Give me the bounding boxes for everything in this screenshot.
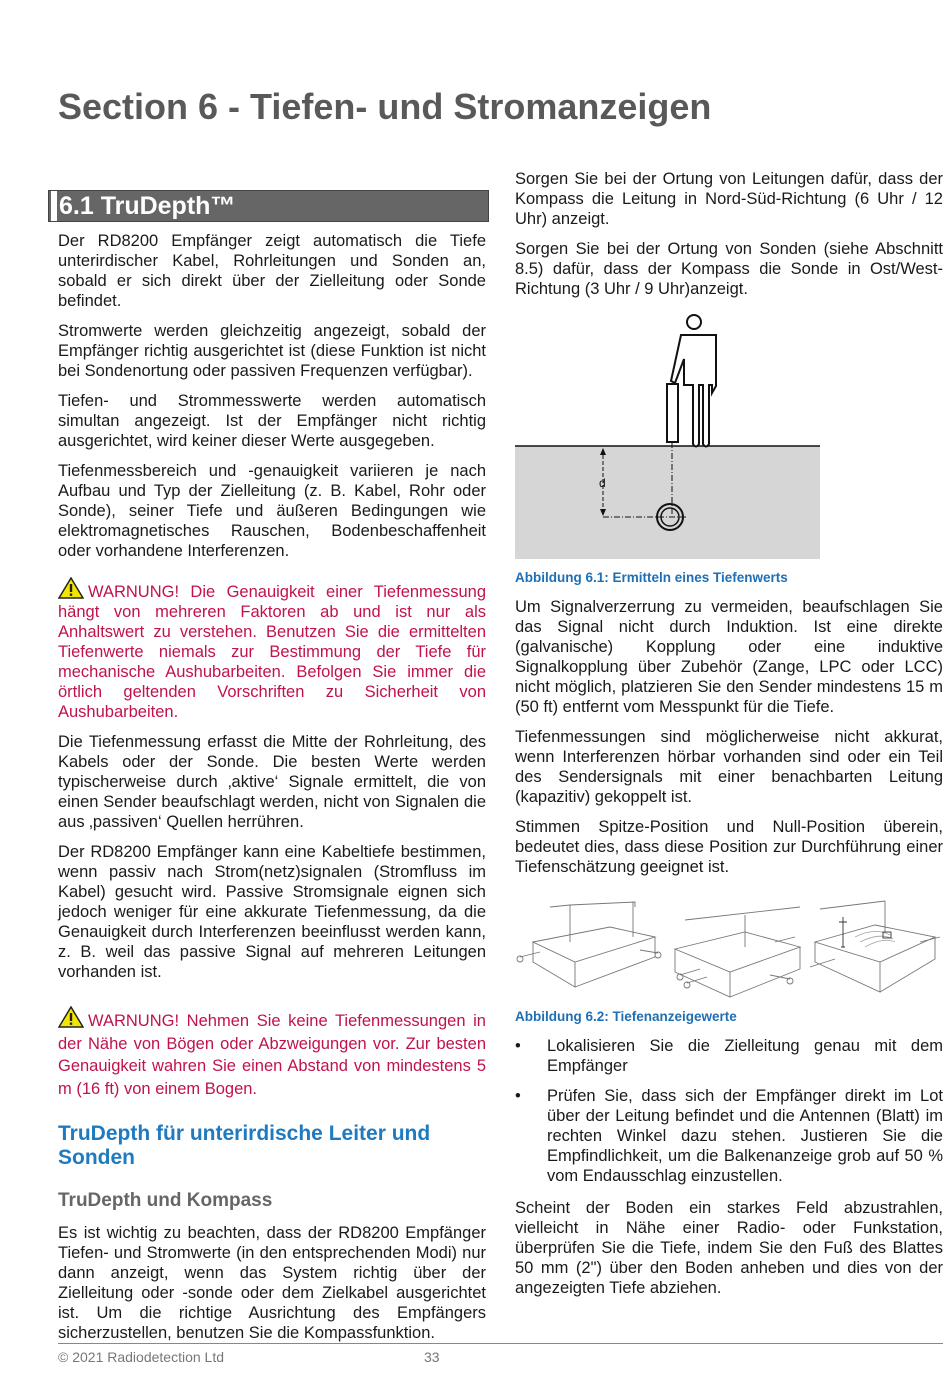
left-column xyxy=(58,231,486,1353)
bullet-icon: • xyxy=(515,1037,521,1055)
paragraph: Tiefenmessbereich und -genauigkeit variieren je nach Aufbau und Typ der Zielleitung (z. B. Kabel, Rohr oder Sonde), seiner Tiefe und äußeren Bedingungen wie elektromagnetisches Rauschen, Bodenbeschaffenheit oder vorhandene Interferenzen. xyxy=(58,462,486,560)
page-title: Section 6 - Tiefen- und Stromanzeigen xyxy=(58,86,712,127)
list-item-text: Lokalisieren Sie die Zielleitung genau mit dem Empfänger xyxy=(547,1037,943,1075)
subsubsection-heading: TruDepth und Kompass xyxy=(58,1190,273,1211)
list-item xyxy=(515,1086,943,1186)
heading-accent-bar xyxy=(51,191,57,221)
warning-1 xyxy=(58,577,486,722)
footer-copyright: © 2021 Radiodetection Ltd xyxy=(58,1349,224,1365)
paragraph: Um Signalverzerrung zu vermeiden, beaufschlagen Sie das Signal nicht durch Induktion. Ist eine direkte (galvanische) Kopplung oder eine induktive Signalkopplung über Zubehör (Zange, LPC oder LCC) nicht möglich, platzieren Sie den Sender mindestens 15 m (50 ft) entfernt vom Messpunkt für die Tiefe. xyxy=(515,598,943,716)
paragraph: Sorgen Sie bei der Ortung von Sonden (siehe Abschnitt 8.5) dafür, dass der Kompass die Sonde in Ost/West-Richtung (3 Uhr / 9 Uhr)anzeigt. xyxy=(515,240,943,298)
warning-triangle-icon xyxy=(58,577,84,599)
section-heading: 6.1 TruDepth™ xyxy=(59,192,236,220)
paragraph: Scheint der Boden ein starkes Feld abzustrahlen, vielleicht in Nähe einer Radio- oder Funkstation, überprüfen Sie die Tiefe, indem Sie den Fuß des Blattes 50 mm (2") über den Boden anheben und dies von der angezeigten Tiefe abziehen. xyxy=(515,1199,943,1297)
warning-text: WARNUNG! Die Genauigkeit einer Tiefenmessung hängt von mehreren Faktoren ab und ist nur als Anhaltswert zu verstehen. Benutzen Sie die ermittelten Tiefenwerte niemals zur Bestimmung der Tiefe für mechanische Aushubarbeiten. Befolgen Sie immer die örtlich geltenden Vorschriften zu Sicherheit von Aushubarbeiten. xyxy=(58,583,486,721)
paragraph: Tiefen- und Strommesswerte werden automatisch simultan angezeigt. Ist der Empfänger nicht richtig ausgerichtet, wird keiner dieser Werte ausgegeben. xyxy=(58,392,486,450)
figure-caption: Abbildung 6.1: Ermitteln eines Tiefenwerts xyxy=(515,570,788,585)
ground xyxy=(515,446,820,559)
figure-depth-readings xyxy=(515,887,945,999)
list-item-text: Prüfen Sie, dass sich der Empfänger direkt im Lot über der Leitung befindet und die Antennen (Blatt) im rechten Winkel dazu stehen. Justieren Sie die Empfindlichkeit, um die Balkenanzeige grob auf 50 % vom Endausschlag einzustellen. xyxy=(547,1087,943,1185)
bullet-icon: • xyxy=(515,1087,521,1105)
paragraph: Sorgen Sie bei der Ortung von Leitungen dafür, dass der Kompass die Leitung in Nord-Süd-Richtung (6 Uhr / 12 Uhr) anzeigt. xyxy=(515,170,943,228)
paragraph: Der RD8200 Empfänger kann eine Kabeltiefe bestimmen, wenn passiv nach Strom(netz)signalen (Stromfluss im Kabel) gesucht wird. Passive Stromsignale eignen sich jedoch weniger für eine akkurate Tiefenmessung, da die Genauigkeit durch Interferenzen beeinflusst werden kann, z. B. weil das passive Signal auf mehreren Leitungen vorhanden ist. xyxy=(58,843,486,981)
person-icon xyxy=(667,315,716,447)
diagram-sonde xyxy=(810,901,940,992)
page-number: 33 xyxy=(424,1349,440,1365)
paragraph: Stimmen Spitze-Position und Null-Position überein, bedeutet dies, dass diese Position zur Durchführung einer Tiefenschätzung geeignet ist. xyxy=(515,818,943,876)
warning-text: WARNUNG! Nehmen Sie keine Tiefenmessungen in der Nähe von Bögen oder Abzweigungen vor. Zur besten Genauigkeit wahren Sie einen Abstand von mindestens 5 m (16 ft) von einem Bogen. xyxy=(58,1012,486,1098)
paragraph: Tiefenmessungen sind möglicherweise nicht akkurat, wenn Interferenzen hörbar vorhanden sind oder ein Teil des Sendersignals mit einer benachbarten Leitung (kapazitiv) gekoppelt ist. xyxy=(515,728,943,806)
section-heading-box xyxy=(48,190,489,222)
right-column xyxy=(515,169,943,1308)
list-item xyxy=(515,1036,943,1076)
figure-caption: Abbildung 6.2: Tiefenanzeigewerte xyxy=(515,1009,737,1024)
paragraph: Der RD8200 Empfänger zeigt automatisch die Tiefe unterirdischer Kabel, Rohrleitungen und Sonden an, sobald er sich direkt über der Zielleitung oder Sonde befindet. xyxy=(58,232,486,310)
diagram-tee xyxy=(675,907,800,997)
subsection-heading: TruDepth für unterirdische Leiter und Sonden xyxy=(58,1122,431,1169)
paragraph: Es ist wichtig zu beachten, dass der RD8200 Empfänger Tiefen- und Stromwerte (in den entsprechenden Modi) nur dann anzeigt, wenn das System richtig über der Zielleitung oder -sonde oder dem Zielkabel ausgerichtet ist. Um die richtige Ausrichtung des Empfängers sicherzustellen, benutzen Sie die Kompassfunktion. xyxy=(58,1224,486,1342)
diagram-bend xyxy=(517,902,661,987)
footer-divider xyxy=(58,1343,943,1344)
warning-2 xyxy=(58,1006,486,1100)
paragraph: Stromwerte werden gleichzeitig angezeigt, sobald der Empfänger richtig ausgerichtet ist (diese Funktion ist nicht bei Sondenortung oder passiven Frequenzen verfügbar). xyxy=(58,322,486,380)
warning-triangle-icon xyxy=(58,1006,84,1028)
depth-label: d xyxy=(599,476,606,490)
paragraph: Die Tiefenmessung erfasst die Mitte der Rohrleitung, des Kabels oder der Sonde. Die besten Werte werden typischerweise durch ‚aktive‘ Signale ermittelt, die von einen Sender beaufschlagt werden, nicht von Signalen die aus ‚passiven‘ Quellen herrühren. xyxy=(58,733,486,831)
figure-depth-measurement xyxy=(515,311,821,561)
